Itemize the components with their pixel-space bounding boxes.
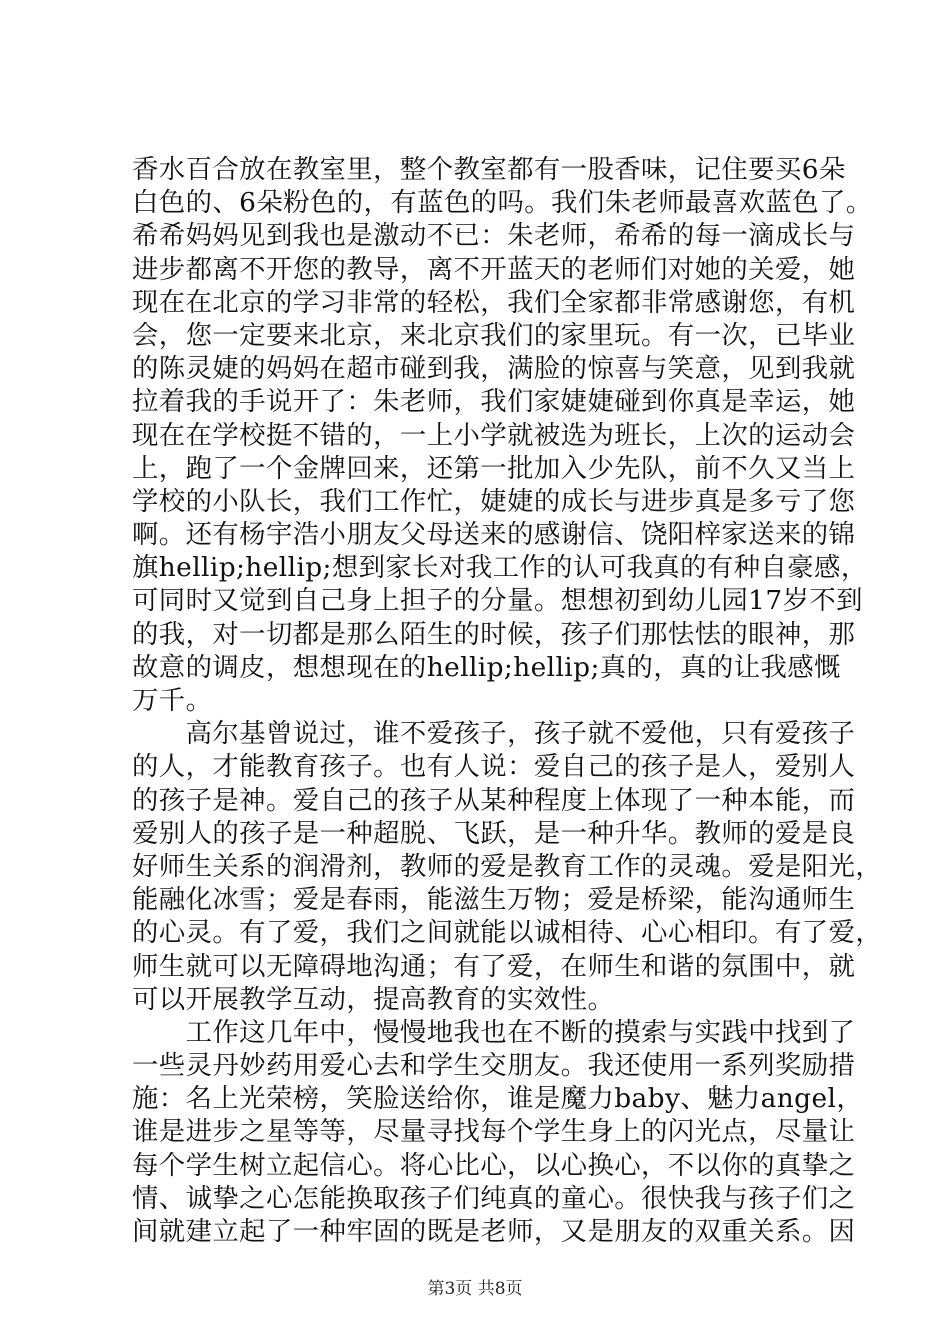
- text-line: 每个学生树立起信心。将心比心，以心换心，不以你的真挚之: [132, 1149, 856, 1181]
- text-line: 能融化冰雪；爱是春雨，能滋生万物；爱是桥梁，能沟通师生: [132, 884, 856, 916]
- text-line: 故意的调皮，想想现在的hellip;hellip;真的，真的让我感慨: [132, 651, 841, 683]
- text-line: 学校的小队长，我们工作忙，婕婕的成长与进步真是多亏了您: [132, 485, 856, 517]
- text-line: 好师生关系的润滑剂，教师的爱是教育工作的灵魂。爱是阳光，: [132, 850, 883, 882]
- text-line: 的孩子是神。爱自己的孩子从某种程度上体现了一种本能，而: [132, 784, 856, 816]
- text-line: 间就建立起了一种牢固的既是老师，又是朋友的双重关系。因: [132, 1216, 856, 1247]
- body-text: [132, 153, 883, 1248]
- text-line: 现在在北京的学习非常的轻松，我们全家都非常感谢您，有机: [132, 286, 856, 318]
- text-line: 的陈灵婕的妈妈在超市碰到我，满脸的惊喜与笑意，见到我就: [132, 353, 856, 385]
- text-line: 一些灵丹妙药用爱心去和学生交朋友。我还使用一系列奖励措: [132, 1050, 856, 1082]
- text-line: 万千。: [132, 685, 213, 716]
- text-line: 啊。还有杨宇浩小朋友父母送来的感谢信、饶阳梓家送来的锦: [132, 519, 856, 551]
- text-line: 现在在学校挺不错的，一上小学就被选为班长，上次的运动会: [132, 419, 856, 451]
- text-line: 高尔基曾说过，谁不爱孩子，孩子就不爱他，只有爱孩子: [132, 718, 856, 750]
- text-line: 旗hellip;hellip;想到家长对我工作的认可我真的有种自豪感，: [132, 552, 868, 584]
- text-line: 工作这几年中，慢慢地我也在不断的摸索与实践中找到了: [132, 1016, 856, 1048]
- text-line: 上，跑了一个金牌回来，还第一批加入少先队，前不久又当上: [132, 452, 856, 484]
- text-line: 的心灵。有了爱，我们之间就能以诚相待、心心相印。有了爱，: [132, 917, 883, 949]
- text-line: 会，您一定要来北京，来北京我们的家里玩。有一次，已毕业: [132, 319, 856, 351]
- page-number-footer: 第3页 共8页: [427, 1279, 523, 1299]
- text-line: 香水百合放在教室里，整个教室都有一股香味，记住要买6朵: [132, 154, 846, 185]
- text-line: 进步都离不开您的教导，离不开蓝天的老师们对她的关爱，她: [132, 253, 856, 285]
- text-line: 情、诚挚之心怎能换取孩子们纯真的童心。很快我与孩子们之: [132, 1182, 856, 1214]
- text-line: 爱别人的孩子是一种超脱、飞跃，是一种升华。教师的爱是良: [132, 817, 856, 849]
- text-line: 希希妈妈见到我也是激动不已：朱老师，希希的每一滴成长与: [132, 220, 856, 252]
- text-line: 的人，才能教育孩子。也有人说：爱自己的孩子是人，爱别人: [132, 751, 856, 783]
- text-line: 的我，对一切都是那么陌生的时候，孩子们那怯怯的眼神，那: [132, 618, 856, 650]
- text-line: 施：名上光荣榜，笑脸送给你，谁是魔力baby、魅力angel，: [132, 1083, 864, 1115]
- text-line: 谁是进步之星等等，尽量寻找每个学生身上的闪光点，尽量让: [132, 1116, 856, 1148]
- text-line: 师生就可以无障碍地沟通；有了爱，在师生和谐的氛围中，就: [132, 950, 856, 982]
- text-line: 拉着我的手说开了：朱老师，我们家婕婕碰到你真是幸运，她: [132, 386, 856, 418]
- text-line: 可以开展教学互动，提高教育的实效性。: [132, 983, 615, 1015]
- text-line: 可同时又觉到自己身上担子的分量。想想初到幼儿园17岁不到: [132, 585, 863, 617]
- text-line: 白色的、6朵粉色的，有蓝色的吗。我们朱老师最喜欢蓝色了。: [132, 187, 873, 219]
